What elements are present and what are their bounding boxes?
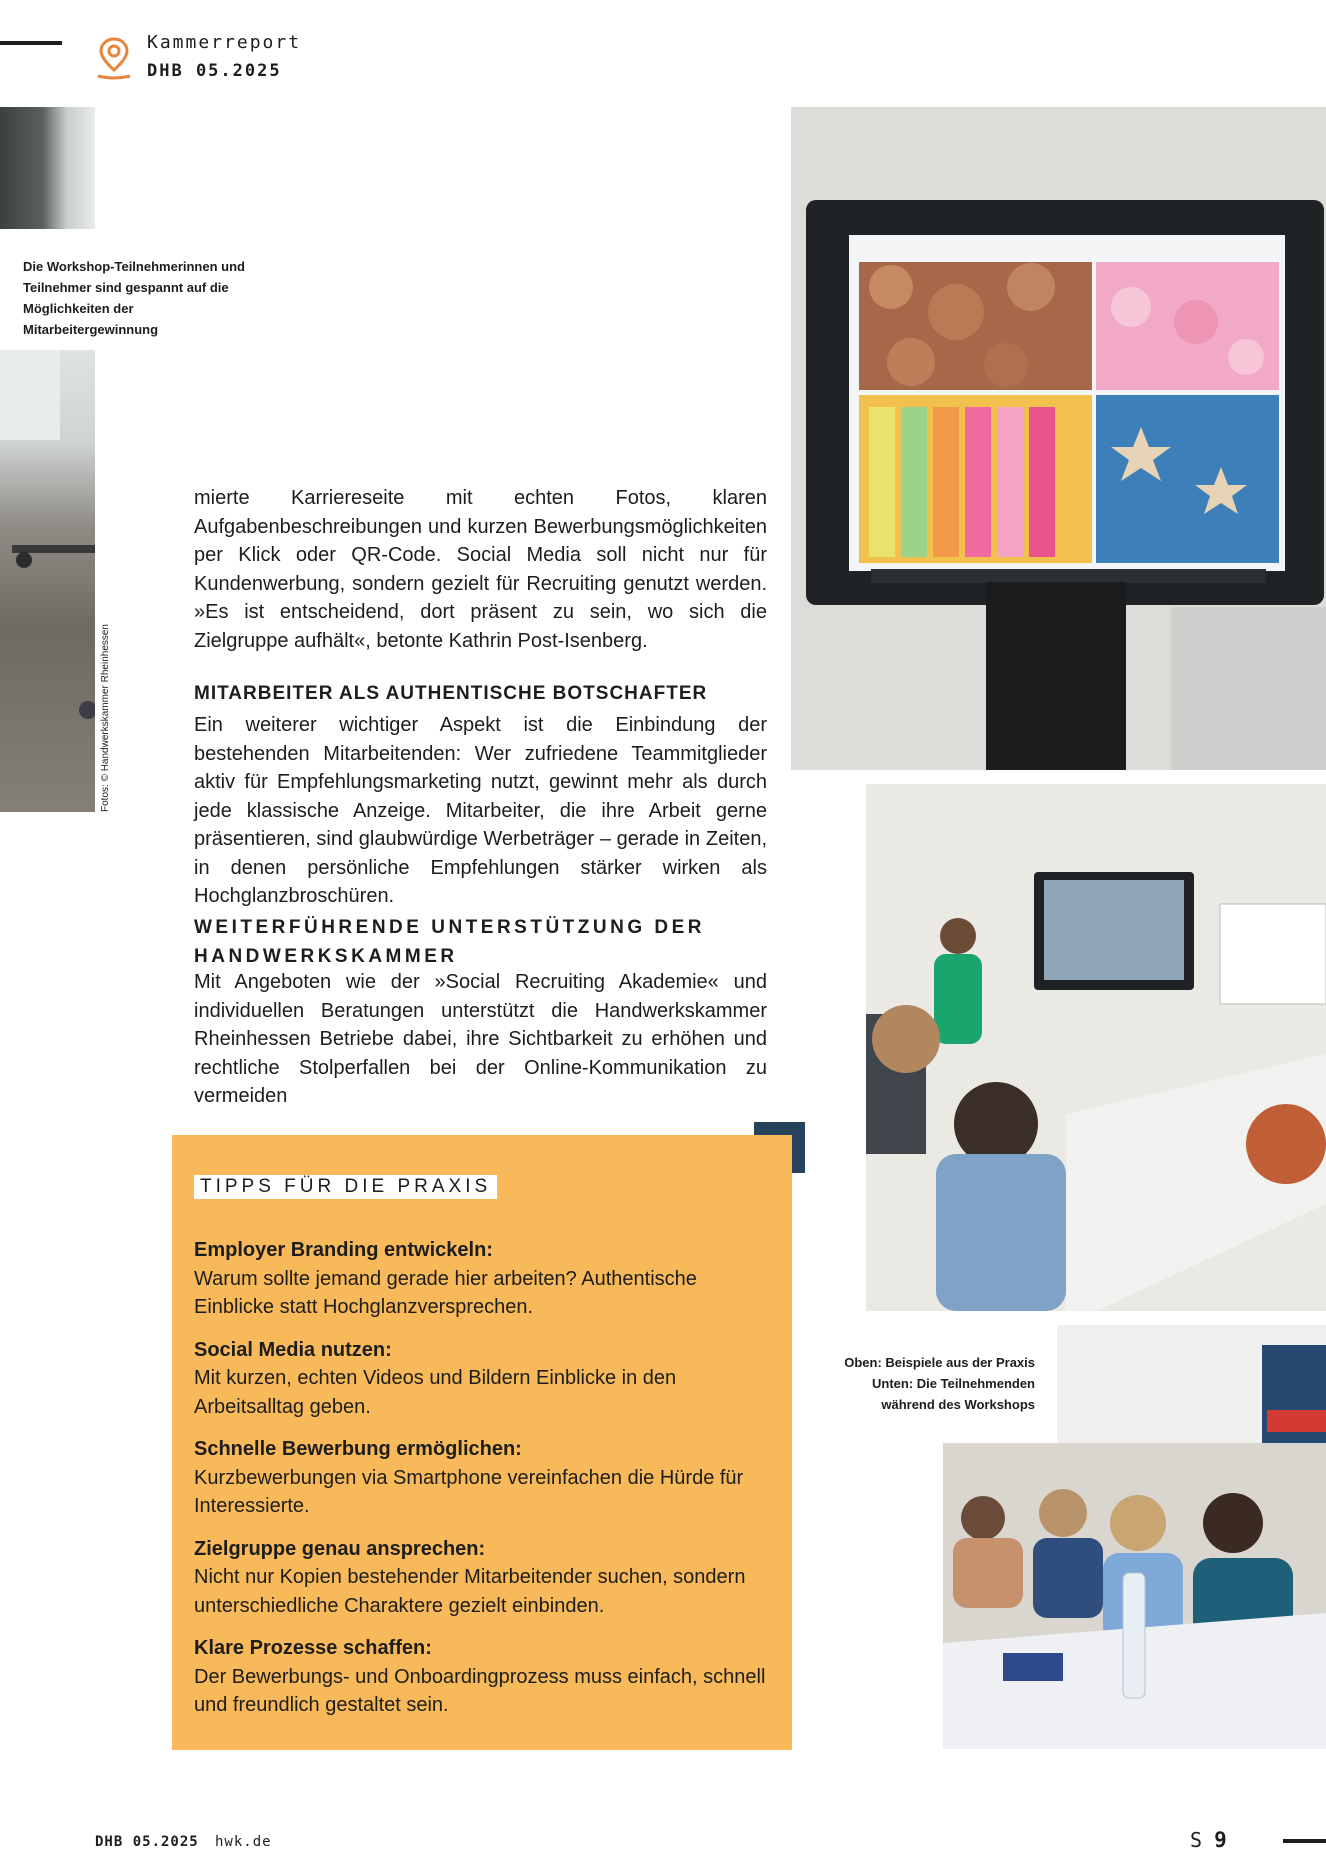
tip-item	[194, 1336, 774, 1422]
caption-line: während des Workshops	[881, 1397, 1035, 1412]
tip-heading: Zielgruppe genau ansprechen:	[194, 1537, 486, 1560]
location-pin-icon	[95, 36, 133, 80]
photo-caption-right	[830, 1352, 1035, 1415]
article-paragraph	[194, 711, 767, 911]
tip-item	[194, 1535, 774, 1621]
header-issue: DHB 05.2025	[147, 61, 282, 81]
tip-heading: Klare Prozesse schaffen:	[194, 1637, 432, 1659]
photo-credit: Fotos: © Handwerkskammer Rheinhessen	[100, 624, 111, 812]
caption-line: Unten: Die Teilnehmenden	[872, 1376, 1035, 1391]
tip-text: Kurzbewerbungen via Smartphone vereinfachen die Hürde für Interessierte.	[194, 1466, 744, 1517]
tip-text: Warum sollte jemand gerade hier arbeiten? Authentische Einblicke statt Hochglanzversprechen.	[194, 1267, 697, 1318]
page-number-value: 9	[1214, 1828, 1227, 1852]
heading-line: HANDWERKSKAMMER	[194, 946, 458, 967]
caption-line: Oben: Beispiele aus der Praxis	[844, 1355, 1035, 1370]
tip-item	[194, 1236, 774, 1322]
photo-room-floor	[0, 350, 95, 812]
tip-item	[194, 1634, 774, 1720]
article-paragraph	[194, 968, 767, 1111]
page-prefix: S	[1190, 1828, 1203, 1852]
tips-list	[194, 1236, 774, 1734]
footer-issue: DHB 05.2025	[95, 1834, 199, 1850]
photo-participants	[943, 1443, 1326, 1749]
tips-title: TIPPS FÜR DIE PRAXIS	[194, 1175, 497, 1199]
page-number	[1190, 1828, 1227, 1852]
tip-item	[194, 1435, 774, 1521]
article-paragraph	[194, 484, 767, 655]
tip-text: Der Bewerbungs- und Onboardingprozess muss einfach, schnell und freundlich gestaltet sein.	[194, 1665, 766, 1716]
footer-rule	[1283, 1839, 1326, 1843]
photo-window-detail	[0, 107, 95, 229]
tip-heading: Schnelle Bewerbung ermöglichen:	[194, 1438, 522, 1460]
tip-heading: Social Media nutzen:	[194, 1338, 392, 1361]
paragraph-text: Ein weiterer wichtiger Aspekt ist die Einbindung der bestehenden Mitarbeitenden: Wer zufriedene Teammitglieder aktiv für Empfehlungsmarketing nutzt, gewinnt mehr als durch jede klassische Anzeige. Mitarbeiter, die ihre Arbeit gerne präsentieren, sind glaubwürdige Werbeträger – gerade in Zeiten, in denen persönliche Empfehlungen stärker wirken als Hochglanzbroschüren.	[194, 714, 767, 907]
tip-heading: Employer Branding entwickeln:	[194, 1239, 493, 1261]
photo-presentation-screen	[791, 107, 1326, 770]
tip-text: Nicht nur Kopien bestehender Mitarbeitender suchen, sondern unterschiedliche Charaktere gezielt einbinden.	[194, 1566, 746, 1617]
section-heading: MITARBEITER ALS AUTHENTISCHE BOTSCHAFTER	[194, 683, 708, 704]
photo-poster	[1057, 1325, 1326, 1443]
header-rule	[0, 41, 62, 45]
section-heading	[194, 913, 767, 971]
paragraph-text: mierte Karriereseite mit echten Fotos, klaren Aufgabenbeschreibungen und kurzen Bewerbungsmöglichkeiten per Klick oder QR-Code. Social Media soll nicht nur für Kundenwerbung, sondern gezielt für Recruiting genutzt werden. »Es ist entscheidend, dort präsent zu sein, wo sich die Zielgruppe aufhält«, betonte Kathrin Post-Isenberg.	[194, 487, 767, 652]
tip-text: Mit kurzen, echten Videos und Bildern Einblicke in den Arbeitsalltag geben.	[194, 1367, 677, 1418]
paragraph-text: Mit Angeboten wie der »Social Recruiting Akademie« und individuellen Beratungen unterstützt die Handwerkskammer Rheinhessen Betriebe dabei, ihre Sichtbarkeit zu erhöhen und rechtliche Stolperfallen bei der Online-Kommunikation zu vermeiden	[194, 971, 767, 1107]
photo-caption-left: Die Workshop-Teilnehmerinnen und Teilnehmer sind gespannt auf die Möglichkeiten der Mitarbeitergewinnung	[23, 259, 245, 337]
header-kicker: Kammerreport	[147, 32, 302, 53]
photo-workshop-presenter	[866, 784, 1326, 1311]
footer-website-link[interactable]: hwk.de	[215, 1834, 272, 1850]
heading-line: WEITERFÜHRENDE UNTERSTÜTZUNG DER	[194, 917, 705, 938]
